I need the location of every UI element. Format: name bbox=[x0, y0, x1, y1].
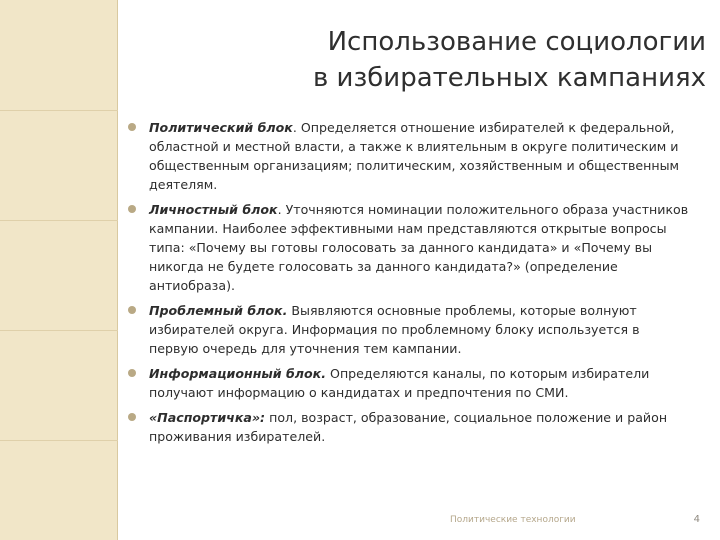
bullet-text: Уточняются номинации положительного образа участников кампании. Наиболее эффективными нам представляются открытые вопросы типа: «Почему вы готовы голосовать за данного кандидата» и «Почему вы никогда не будете голосовать за данного кандидата?» (определение антиобраза). bbox=[149, 202, 689, 293]
bullet-icon bbox=[128, 306, 136, 314]
bullet-item-personal-block bbox=[126, 200, 692, 295]
bullet-term: Политический блок bbox=[149, 120, 293, 135]
bullet-icon bbox=[128, 369, 136, 377]
bullet-item-political-block bbox=[126, 118, 692, 194]
bullet-icon bbox=[128, 205, 136, 213]
bullet-icon bbox=[128, 123, 136, 131]
bullet-text: Определяются каналы, по которым избиратели получают информацию о кандидатах и предпочтения по СМИ. bbox=[149, 366, 650, 400]
bullet-text: пол, возраст, образование, социальное положение и район проживания избирателей. bbox=[149, 410, 668, 444]
bullet-term: Личностный блок bbox=[149, 202, 278, 217]
bullet-text: Определяется отношение избирателей к федеральной, областной и местной власти, а также к влиятельным в округе политическим и общественным организациям; политическим, хозяйственным и общественным деятелям. bbox=[149, 120, 680, 192]
sidebar-stripe bbox=[0, 330, 118, 331]
bullet-term: Проблемный блок. bbox=[149, 303, 288, 318]
decorative-sidebar bbox=[0, 0, 118, 540]
sidebar-stripe bbox=[0, 440, 118, 441]
bullet-item-information-block bbox=[126, 364, 692, 402]
bullet-text: Выявляются основные проблемы, которые волнуют избирателей округа. Информация по проблемному блоку используется в первую очередь для уточнения тем кампании. bbox=[149, 303, 640, 356]
page-number: 4 bbox=[693, 514, 700, 525]
bullet-item-passport-block bbox=[126, 408, 692, 446]
footer-text: Политические технологии bbox=[450, 515, 576, 525]
sidebar-stripe bbox=[0, 220, 118, 221]
bullet-term: «Паспортичка»: bbox=[149, 410, 266, 425]
slide-title-line: в избирательных кампаниях bbox=[312, 63, 706, 93]
slide-title-line: Использование социологии bbox=[327, 27, 706, 57]
sidebar-stripe bbox=[0, 110, 118, 111]
bullet-list bbox=[126, 118, 692, 452]
bullet-icon bbox=[128, 413, 136, 421]
bullet-separator: . bbox=[277, 202, 286, 217]
bullet-separator: . bbox=[292, 120, 301, 135]
bullet-item-problem-block bbox=[126, 301, 692, 358]
slide-title bbox=[236, 24, 706, 96]
bullet-term: Информационный блок. bbox=[149, 366, 327, 381]
